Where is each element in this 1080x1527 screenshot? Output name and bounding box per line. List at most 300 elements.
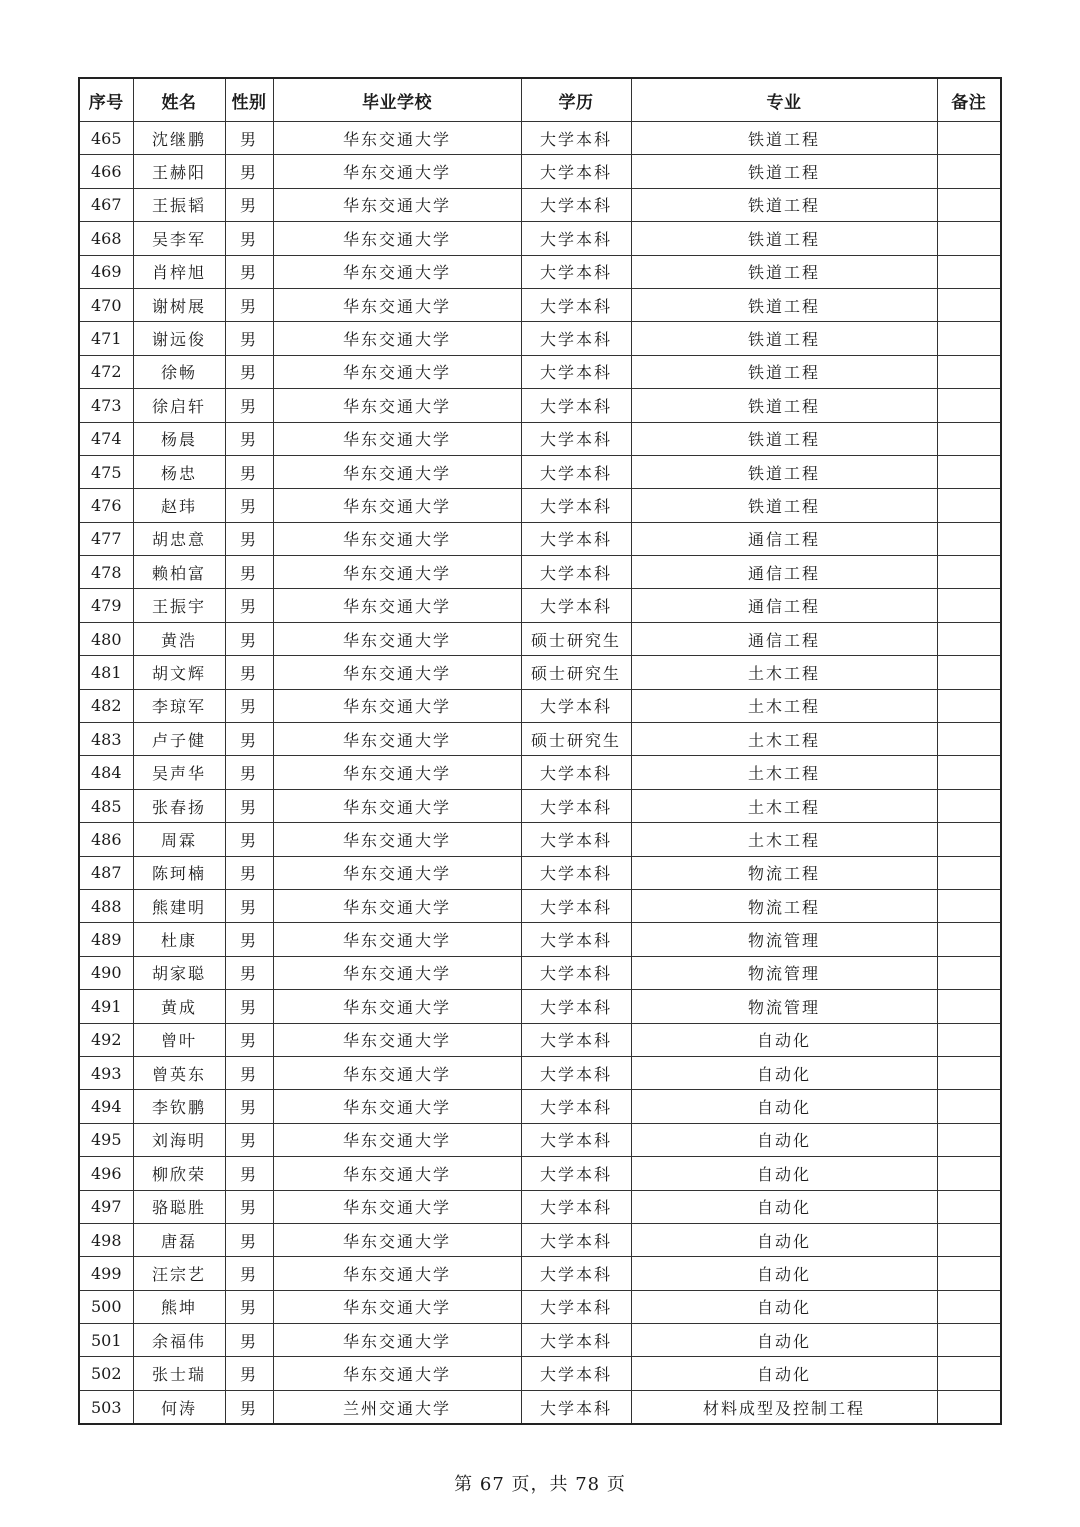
- cell-no: 491: [79, 990, 133, 1023]
- cell-name: 黄浩: [133, 622, 225, 655]
- cell-degree: 大学本科: [521, 1157, 631, 1190]
- cell-gender: 男: [225, 1090, 273, 1123]
- cell-degree: 大学本科: [521, 789, 631, 822]
- cell-gender: 男: [225, 188, 273, 221]
- cell-major: 自动化: [631, 1157, 937, 1190]
- cell-gender: 男: [225, 889, 273, 922]
- cell-gender: 男: [225, 723, 273, 756]
- page-number-footer: 第 67 页，共 78 页: [454, 1474, 626, 1495]
- cell-gender: 男: [225, 856, 273, 889]
- cell-no: 488: [79, 889, 133, 922]
- cell-name: 王振宇: [133, 589, 225, 622]
- table-row: [79, 756, 1001, 789]
- cell-school: 兰州交通大学: [273, 1390, 521, 1424]
- table-row: [79, 1290, 1001, 1323]
- cell-degree: 大学本科: [521, 1257, 631, 1290]
- cell-school: 华东交通大学: [273, 422, 521, 455]
- cell-name: 柳欣荣: [133, 1157, 225, 1190]
- table-row: [79, 823, 1001, 856]
- table-row: [79, 455, 1001, 488]
- table-row: [79, 956, 1001, 989]
- cell-note: [937, 723, 1001, 756]
- cell-note: [937, 455, 1001, 488]
- header-cell-major: 专业: [631, 78, 937, 122]
- cell-gender: 男: [225, 1223, 273, 1256]
- cell-no: 476: [79, 489, 133, 522]
- cell-school: 华东交通大学: [273, 823, 521, 856]
- cell-major: 通信工程: [631, 556, 937, 589]
- cell-major: 铁道工程: [631, 389, 937, 422]
- cell-note: [937, 422, 1001, 455]
- cell-note: [937, 889, 1001, 922]
- cell-no: 468: [79, 222, 133, 255]
- cell-note: [937, 188, 1001, 221]
- cell-name: 黄成: [133, 990, 225, 1023]
- cell-school: 华东交通大学: [273, 589, 521, 622]
- cell-gender: 男: [225, 622, 273, 655]
- cell-degree: 大学本科: [521, 923, 631, 956]
- table-row: [79, 723, 1001, 756]
- table-row: [79, 1023, 1001, 1056]
- cell-major: 铁道工程: [631, 122, 937, 155]
- cell-school: 华东交通大学: [273, 1023, 521, 1056]
- cell-no: 481: [79, 656, 133, 689]
- table-row: [79, 990, 1001, 1023]
- cell-no: 465: [79, 122, 133, 155]
- cell-major: 自动化: [631, 1190, 937, 1223]
- cell-name: 曾叶: [133, 1023, 225, 1056]
- cell-no: 495: [79, 1123, 133, 1156]
- cell-major: 自动化: [631, 1023, 937, 1056]
- cell-school: 华东交通大学: [273, 1090, 521, 1123]
- header-cell-note: 备注: [937, 78, 1001, 122]
- cell-major: 自动化: [631, 1223, 937, 1256]
- cell-no: 487: [79, 856, 133, 889]
- cell-gender: 男: [225, 288, 273, 321]
- cell-major: 铁道工程: [631, 455, 937, 488]
- cell-degree: 大学本科: [521, 823, 631, 856]
- cell-school: 华东交通大学: [273, 622, 521, 655]
- header-cell-gender: 性别: [225, 78, 273, 122]
- cell-gender: 男: [225, 956, 273, 989]
- cell-gender: 男: [225, 1056, 273, 1089]
- cell-gender: 男: [225, 422, 273, 455]
- cell-name: 杨晨: [133, 422, 225, 455]
- cell-gender: 男: [225, 155, 273, 188]
- cell-name: 赖柏富: [133, 556, 225, 589]
- cell-gender: 男: [225, 455, 273, 488]
- cell-name: 胡忠意: [133, 522, 225, 555]
- cell-gender: 男: [225, 222, 273, 255]
- cell-school: 华东交通大学: [273, 789, 521, 822]
- cell-major: 自动化: [631, 1324, 937, 1357]
- cell-major: 铁道工程: [631, 322, 937, 355]
- cell-note: [937, 222, 1001, 255]
- cell-degree: 大学本科: [521, 1023, 631, 1056]
- cell-name: 杨忠: [133, 455, 225, 488]
- table-row: [79, 1223, 1001, 1256]
- cell-name: 吴李军: [133, 222, 225, 255]
- cell-name: 唐磊: [133, 1223, 225, 1256]
- cell-note: [937, 355, 1001, 388]
- cell-school: 华东交通大学: [273, 1257, 521, 1290]
- cell-no: 485: [79, 789, 133, 822]
- cell-gender: 男: [225, 1157, 273, 1190]
- table-row: [79, 656, 1001, 689]
- cell-name: 赵玮: [133, 489, 225, 522]
- cell-name: 熊坤: [133, 1290, 225, 1323]
- cell-name: 胡家聪: [133, 956, 225, 989]
- cell-school: 华东交通大学: [273, 288, 521, 321]
- cell-school: 华东交通大学: [273, 1290, 521, 1323]
- table-row: [79, 422, 1001, 455]
- cell-school: 华东交通大学: [273, 489, 521, 522]
- cell-note: [937, 1056, 1001, 1089]
- cell-degree: 硕士研究生: [521, 723, 631, 756]
- cell-name: 谢树展: [133, 288, 225, 321]
- cell-name: 骆聪胜: [133, 1190, 225, 1223]
- table-row: [79, 1157, 1001, 1190]
- cell-school: 华东交通大学: [273, 1190, 521, 1223]
- cell-name: 李钦鹏: [133, 1090, 225, 1123]
- cell-school: 华东交通大学: [273, 389, 521, 422]
- cell-no: 471: [79, 322, 133, 355]
- cell-degree: 大学本科: [521, 556, 631, 589]
- cell-name: 何涛: [133, 1390, 225, 1424]
- cell-school: 华东交通大学: [273, 923, 521, 956]
- table-header: [79, 78, 1001, 122]
- cell-school: 华东交通大学: [273, 188, 521, 221]
- cell-name: 徐启轩: [133, 389, 225, 422]
- table-row: [79, 222, 1001, 255]
- cell-degree: 大学本科: [521, 1357, 631, 1390]
- cell-note: [937, 1223, 1001, 1256]
- cell-no: 503: [79, 1390, 133, 1424]
- cell-no: 483: [79, 723, 133, 756]
- table-row: [79, 1190, 1001, 1223]
- cell-major: 自动化: [631, 1123, 937, 1156]
- cell-note: [937, 255, 1001, 288]
- table-row: [79, 1357, 1001, 1390]
- cell-major: 物流工程: [631, 889, 937, 922]
- cell-no: 502: [79, 1357, 133, 1390]
- table-row: [79, 1390, 1001, 1424]
- cell-no: 496: [79, 1157, 133, 1190]
- cell-no: 482: [79, 689, 133, 722]
- cell-name: 陈珂楠: [133, 856, 225, 889]
- cell-gender: 男: [225, 355, 273, 388]
- cell-note: [937, 689, 1001, 722]
- cell-gender: 男: [225, 1324, 273, 1357]
- cell-name: 王赫阳: [133, 155, 225, 188]
- table-row: [79, 155, 1001, 188]
- cell-name: 李琼军: [133, 689, 225, 722]
- cell-no: 498: [79, 1223, 133, 1256]
- cell-degree: 大学本科: [521, 155, 631, 188]
- cell-major: 土木工程: [631, 823, 937, 856]
- cell-degree: 大学本科: [521, 1123, 631, 1156]
- cell-major: 土木工程: [631, 789, 937, 822]
- cell-note: [937, 956, 1001, 989]
- table-row: [79, 622, 1001, 655]
- cell-gender: 男: [225, 756, 273, 789]
- cell-major: 铁道工程: [631, 355, 937, 388]
- header-cell-degree: 学历: [521, 78, 631, 122]
- cell-note: [937, 789, 1001, 822]
- cell-major: 通信工程: [631, 522, 937, 555]
- cell-degree: 大学本科: [521, 222, 631, 255]
- cell-no: 472: [79, 355, 133, 388]
- cell-gender: 男: [225, 789, 273, 822]
- cell-school: 华东交通大学: [273, 1056, 521, 1089]
- cell-name: 张春扬: [133, 789, 225, 822]
- cell-name: 沈继鹏: [133, 122, 225, 155]
- cell-note: [937, 856, 1001, 889]
- cell-gender: 男: [225, 255, 273, 288]
- cell-major: 物流管理: [631, 956, 937, 989]
- cell-major: 物流管理: [631, 923, 937, 956]
- cell-school: 华东交通大学: [273, 689, 521, 722]
- cell-gender: 男: [225, 923, 273, 956]
- cell-note: [937, 923, 1001, 956]
- cell-no: 500: [79, 1290, 133, 1323]
- table-row: [79, 522, 1001, 555]
- cell-no: 480: [79, 622, 133, 655]
- cell-major: 自动化: [631, 1357, 937, 1390]
- cell-no: 470: [79, 288, 133, 321]
- cell-note: [937, 1290, 1001, 1323]
- cell-major: 材料成型及控制工程: [631, 1390, 937, 1424]
- cell-gender: 男: [225, 589, 273, 622]
- cell-name: 张士瑞: [133, 1357, 225, 1390]
- table-row: [79, 1257, 1001, 1290]
- cell-note: [937, 990, 1001, 1023]
- roster-table: [78, 77, 1002, 1425]
- cell-name: 吴声华: [133, 756, 225, 789]
- cell-gender: 男: [225, 1390, 273, 1424]
- cell-name: 徐畅: [133, 355, 225, 388]
- cell-degree: 大学本科: [521, 1223, 631, 1256]
- table-row: [79, 1056, 1001, 1089]
- cell-major: 物流管理: [631, 990, 937, 1023]
- cell-gender: 男: [225, 1290, 273, 1323]
- table-row: [79, 322, 1001, 355]
- table-row: [79, 923, 1001, 956]
- cell-gender: 男: [225, 122, 273, 155]
- cell-degree: 大学本科: [521, 990, 631, 1023]
- table-row: [79, 556, 1001, 589]
- table-row: [79, 1123, 1001, 1156]
- table-row: [79, 856, 1001, 889]
- cell-school: 华东交通大学: [273, 255, 521, 288]
- cell-no: 466: [79, 155, 133, 188]
- cell-major: 铁道工程: [631, 288, 937, 321]
- cell-degree: 大学本科: [521, 255, 631, 288]
- cell-name: 谢远俊: [133, 322, 225, 355]
- header-cell-school: 毕业学校: [273, 78, 521, 122]
- header-cell-no: 序号: [79, 78, 133, 122]
- cell-gender: 男: [225, 1357, 273, 1390]
- cell-degree: 大学本科: [521, 422, 631, 455]
- cell-degree: 硕士研究生: [521, 656, 631, 689]
- cell-school: 华东交通大学: [273, 856, 521, 889]
- cell-major: 铁道工程: [631, 422, 937, 455]
- cell-major: 土木工程: [631, 723, 937, 756]
- cell-name: 刘海明: [133, 1123, 225, 1156]
- cell-no: 493: [79, 1056, 133, 1089]
- cell-no: 478: [79, 556, 133, 589]
- cell-note: [937, 1123, 1001, 1156]
- table-row: [79, 122, 1001, 155]
- cell-gender: 男: [225, 1190, 273, 1223]
- cell-gender: 男: [225, 1123, 273, 1156]
- cell-no: 489: [79, 923, 133, 956]
- table-row: [79, 589, 1001, 622]
- cell-name: 王振韬: [133, 188, 225, 221]
- cell-major: 自动化: [631, 1290, 937, 1323]
- cell-no: 484: [79, 756, 133, 789]
- cell-major: 铁道工程: [631, 489, 937, 522]
- cell-major: 铁道工程: [631, 188, 937, 221]
- cell-degree: 大学本科: [521, 355, 631, 388]
- cell-degree: 大学本科: [521, 1390, 631, 1424]
- cell-school: 华东交通大学: [273, 990, 521, 1023]
- cell-no: 475: [79, 455, 133, 488]
- table-row: [79, 489, 1001, 522]
- cell-note: [937, 622, 1001, 655]
- table-row: [79, 789, 1001, 822]
- cell-school: 华东交通大学: [273, 522, 521, 555]
- cell-major: 铁道工程: [631, 255, 937, 288]
- cell-note: [937, 389, 1001, 422]
- table-row: [79, 1324, 1001, 1357]
- cell-degree: 大学本科: [521, 1190, 631, 1223]
- cell-school: 华东交通大学: [273, 322, 521, 355]
- cell-degree: 大学本科: [521, 1290, 631, 1323]
- cell-no: 490: [79, 956, 133, 989]
- cell-degree: 大学本科: [521, 689, 631, 722]
- cell-note: [937, 489, 1001, 522]
- table-row: [79, 1090, 1001, 1123]
- cell-school: 华东交通大学: [273, 122, 521, 155]
- cell-degree: 大学本科: [521, 856, 631, 889]
- cell-no: 492: [79, 1023, 133, 1056]
- table-body: [79, 122, 1001, 1425]
- cell-note: [937, 1023, 1001, 1056]
- cell-gender: 男: [225, 522, 273, 555]
- cell-school: 华东交通大学: [273, 656, 521, 689]
- cell-degree: 大学本科: [521, 455, 631, 488]
- cell-school: 华东交通大学: [273, 455, 521, 488]
- cell-name: 熊建明: [133, 889, 225, 922]
- cell-school: 华东交通大学: [273, 1324, 521, 1357]
- cell-major: 物流工程: [631, 856, 937, 889]
- cell-name: 杜康: [133, 923, 225, 956]
- cell-school: 华东交通大学: [273, 1157, 521, 1190]
- cell-name: 卢子健: [133, 723, 225, 756]
- cell-no: 486: [79, 823, 133, 856]
- cell-note: [937, 589, 1001, 622]
- cell-name: 肖梓旭: [133, 255, 225, 288]
- cell-note: [937, 823, 1001, 856]
- cell-note: [937, 1390, 1001, 1424]
- cell-major: 自动化: [631, 1257, 937, 1290]
- cell-degree: 大学本科: [521, 322, 631, 355]
- cell-degree: 大学本科: [521, 489, 631, 522]
- cell-no: 501: [79, 1324, 133, 1357]
- cell-gender: 男: [225, 689, 273, 722]
- table-row: [79, 288, 1001, 321]
- table-row: [79, 689, 1001, 722]
- cell-note: [937, 556, 1001, 589]
- cell-gender: 男: [225, 322, 273, 355]
- cell-gender: 男: [225, 823, 273, 856]
- cell-no: 494: [79, 1090, 133, 1123]
- cell-note: [937, 1257, 1001, 1290]
- cell-no: 479: [79, 589, 133, 622]
- cell-gender: 男: [225, 990, 273, 1023]
- cell-degree: 大学本科: [521, 1324, 631, 1357]
- cell-major: 铁道工程: [631, 155, 937, 188]
- cell-note: [937, 656, 1001, 689]
- cell-no: 499: [79, 1257, 133, 1290]
- cell-school: 华东交通大学: [273, 1223, 521, 1256]
- cell-no: 467: [79, 188, 133, 221]
- header-cell-name: 姓名: [133, 78, 225, 122]
- cell-no: 497: [79, 1190, 133, 1223]
- cell-school: 华东交通大学: [273, 1123, 521, 1156]
- cell-note: [937, 122, 1001, 155]
- cell-no: 469: [79, 255, 133, 288]
- header-row: [79, 78, 1001, 122]
- cell-major: 自动化: [631, 1056, 937, 1089]
- cell-gender: 男: [225, 656, 273, 689]
- cell-no: 474: [79, 422, 133, 455]
- cell-gender: 男: [225, 489, 273, 522]
- cell-degree: 大学本科: [521, 522, 631, 555]
- cell-no: 477: [79, 522, 133, 555]
- cell-name: 胡文辉: [133, 656, 225, 689]
- cell-degree: 大学本科: [521, 589, 631, 622]
- cell-school: 华东交通大学: [273, 355, 521, 388]
- cell-note: [937, 1190, 1001, 1223]
- cell-gender: 男: [225, 1023, 273, 1056]
- cell-degree: 大学本科: [521, 889, 631, 922]
- cell-school: 华东交通大学: [273, 956, 521, 989]
- cell-no: 473: [79, 389, 133, 422]
- table-row: [79, 889, 1001, 922]
- cell-degree: 硕士研究生: [521, 622, 631, 655]
- cell-school: 华东交通大学: [273, 222, 521, 255]
- cell-major: 铁道工程: [631, 222, 937, 255]
- table-row: [79, 255, 1001, 288]
- table-row: [79, 188, 1001, 221]
- cell-school: 华东交通大学: [273, 756, 521, 789]
- cell-name: 余福伟: [133, 1324, 225, 1357]
- cell-note: [937, 756, 1001, 789]
- cell-degree: 大学本科: [521, 288, 631, 321]
- cell-degree: 大学本科: [521, 1090, 631, 1123]
- cell-name: 曾英东: [133, 1056, 225, 1089]
- cell-note: [937, 1324, 1001, 1357]
- cell-major: 土木工程: [631, 656, 937, 689]
- cell-degree: 大学本科: [521, 122, 631, 155]
- cell-degree: 大学本科: [521, 756, 631, 789]
- cell-name: 汪宗艺: [133, 1257, 225, 1290]
- cell-gender: 男: [225, 1257, 273, 1290]
- cell-degree: 大学本科: [521, 1056, 631, 1089]
- cell-gender: 男: [225, 556, 273, 589]
